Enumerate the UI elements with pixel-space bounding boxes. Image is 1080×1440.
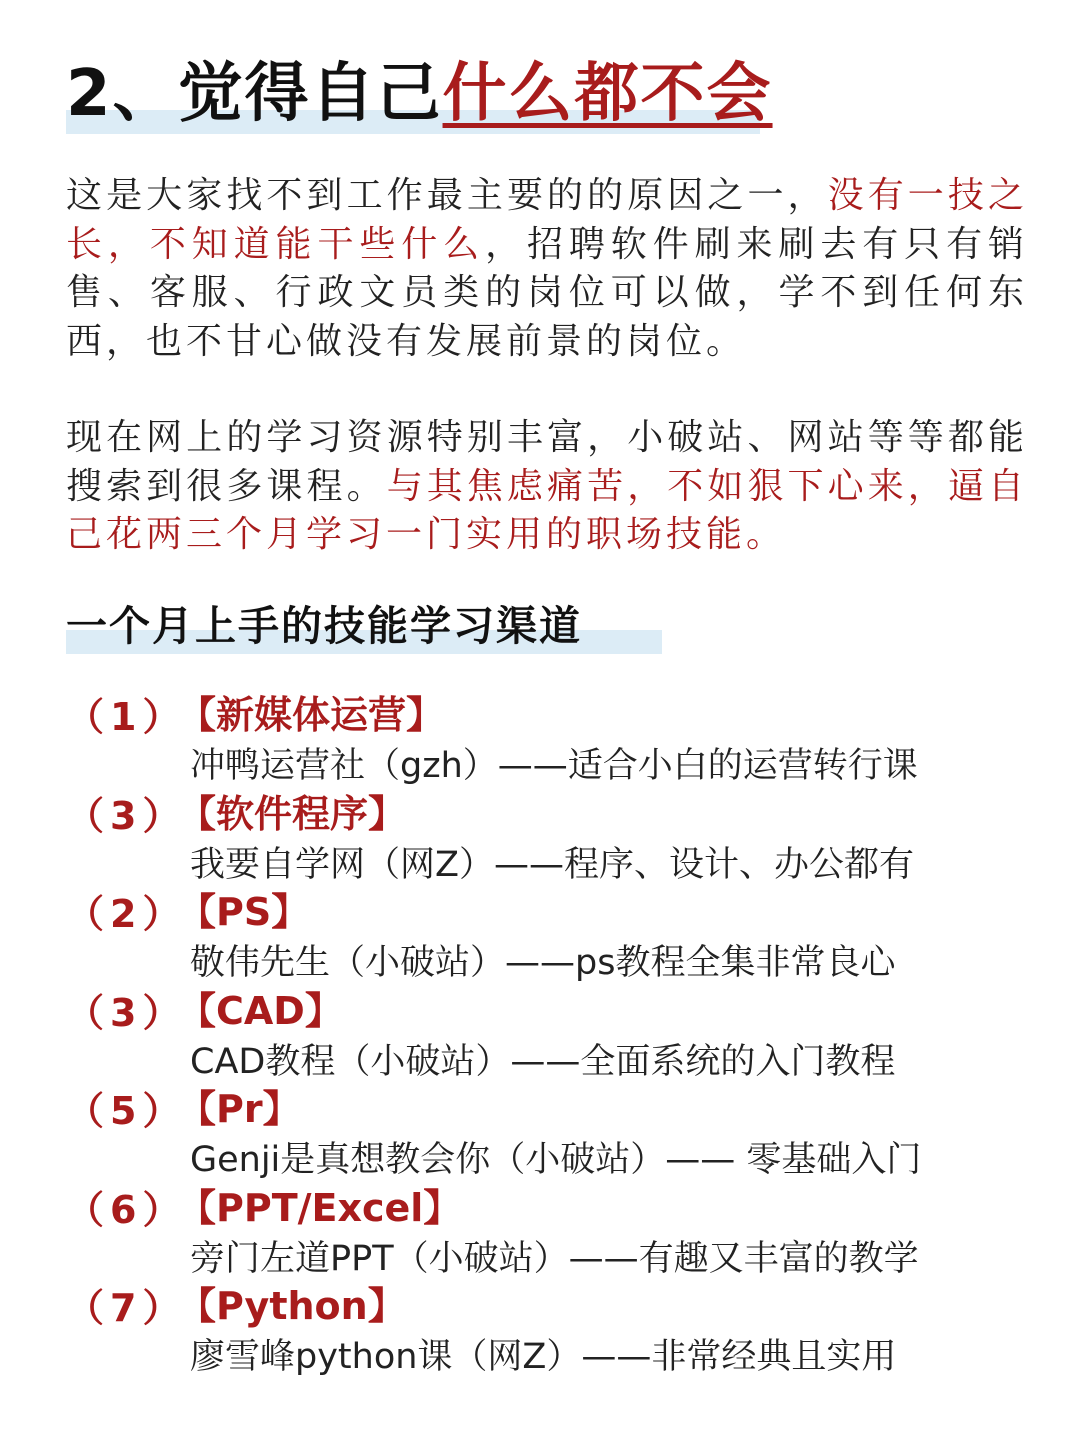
skill-number: （3） [66, 990, 187, 1035]
skill-item [66, 1082, 1046, 1181]
advice-paragraph [66, 414, 1028, 560]
skill-item [66, 1279, 1046, 1378]
skill-description: 旁门左道PPT（小破站）——有趣又丰富的教学 [190, 1238, 919, 1279]
skill-description: 廖雪峰python课（网Z）——非常经典且实用 [190, 1337, 897, 1377]
skill-number: （7） [66, 1286, 187, 1330]
skill-description: 冲鸭运营社（gzh）——适合小白的运营转行课 [190, 746, 918, 786]
intro-paragraph [66, 172, 1028, 366]
skill-item [66, 984, 1046, 1083]
subsection-heading-text: 一个月上手的技能学习渠道 [66, 602, 582, 650]
skill-list [66, 688, 1046, 1378]
skill-number: （2） [66, 892, 187, 936]
skill-category: 【CAD】 [178, 988, 343, 1033]
paragraph-text: ，招聘软件刷来刷去有只有销售、客服、行政文员类的岗位可以做，学不到任何东西，也不甘心做没有发展前景的岗位。 [66, 223, 1028, 362]
skill-description: 我要自学网（网Z）——程序、设计、办公都有 [190, 844, 914, 885]
skill-number: （1） [66, 695, 187, 739]
heading-prefix: 2、觉得自己 [66, 57, 443, 131]
skill-number: （3） [66, 793, 187, 838]
skill-category: 【软件程序】 [178, 791, 407, 836]
paragraph-emphasis: 没有一技之长，不知道能干些什么 [66, 175, 1028, 265]
skill-category: 【PS】 [178, 890, 310, 934]
paragraph-emphasis: 与其焦虑痛苦，不如狠下心来，逼自己花两三个月学习一门实用的职场技能。 [66, 465, 1028, 555]
skill-category: 【Pr】 [178, 1087, 301, 1131]
skill-item [66, 1181, 1046, 1280]
skill-item [66, 885, 1046, 984]
section-heading [66, 54, 773, 134]
heading-highlight-text: 什么都不会 [442, 57, 773, 131]
skill-item [66, 688, 1046, 787]
subsection-heading [66, 598, 582, 654]
skill-description: 敬伟先生（小破站）——ps教程全集非常良心 [190, 943, 896, 983]
paragraph-text: 这是大家找不到工作最主要的的原因之一， [66, 175, 828, 216]
skill-description: Genji是真想教会你（小破站）—— 零基础入门 [190, 1140, 922, 1180]
paragraph-text: 现在网上的学习资源特别丰富，小破站、网站等等都能搜索到很多课程。 [66, 417, 1028, 507]
skill-number: （6） [66, 1187, 187, 1232]
skill-category: 【Python】 [178, 1284, 406, 1328]
skill-category: 【PPT/Excel】 [178, 1185, 462, 1230]
skill-item [66, 787, 1046, 886]
skill-description: CAD教程（小破站）——全面系统的入门教程 [190, 1041, 896, 1082]
skill-category: 【新媒体运营】 [178, 693, 445, 737]
skill-number: （5） [66, 1089, 187, 1133]
